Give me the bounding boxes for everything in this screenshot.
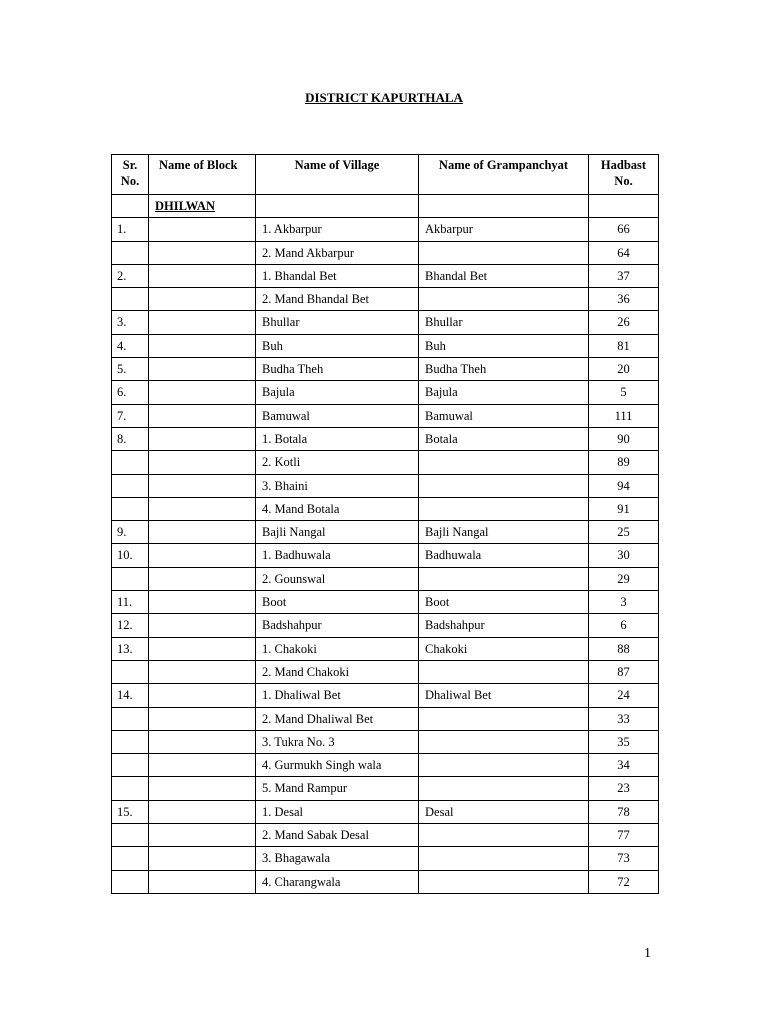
village-cell: 1. Dhaliwal Bet	[256, 684, 419, 707]
grampanchyat-cell	[419, 288, 589, 311]
table-row	[112, 591, 659, 614]
village-cell: 1. Desal	[256, 800, 419, 823]
sr-no-cell	[112, 497, 149, 520]
table-row	[112, 311, 659, 334]
block-cell	[149, 847, 256, 870]
table-row	[112, 730, 659, 753]
hadbast-cell: 35	[589, 730, 659, 753]
block-cell	[149, 521, 256, 544]
block-cell	[149, 567, 256, 590]
sr-no-cell: 2.	[112, 264, 149, 287]
header-block: Name of Block	[149, 155, 256, 195]
hadbast-cell: 23	[589, 777, 659, 800]
hadbast-cell: 5	[589, 381, 659, 404]
village-cell: 4. Charangwala	[256, 870, 419, 893]
village-cell: 2. Mand Akbarpur	[256, 241, 419, 264]
table-row	[112, 264, 659, 287]
block-cell	[149, 218, 256, 241]
block-cell	[149, 358, 256, 381]
block-cell	[149, 264, 256, 287]
village-cell: 3. Bhagawala	[256, 847, 419, 870]
sr-no-cell	[112, 777, 149, 800]
grampanchyat-cell: Akbarpur	[419, 218, 589, 241]
grampanchyat-cell	[419, 847, 589, 870]
block-cell	[149, 591, 256, 614]
sr-no-cell	[112, 567, 149, 590]
block-cell	[149, 334, 256, 357]
sr-no-cell	[112, 754, 149, 777]
table-row	[112, 544, 659, 567]
village-cell: 3. Tukra No. 3	[256, 730, 419, 753]
table-row	[112, 684, 659, 707]
table-row	[112, 870, 659, 893]
table-row	[112, 241, 659, 264]
village-cell: 1. Akbarpur	[256, 218, 419, 241]
sr-no-cell	[112, 474, 149, 497]
table-header-row	[112, 155, 659, 195]
block-cell	[149, 614, 256, 637]
village-cell: 2. Kotli	[256, 451, 419, 474]
grampanchyat-cell	[419, 754, 589, 777]
block-cell	[149, 241, 256, 264]
header-grampanchyat: Name of Grampanchyat	[419, 155, 589, 195]
sr-no-cell: 8.	[112, 427, 149, 450]
block-cell	[149, 311, 256, 334]
village-cell: 1. Chakoki	[256, 637, 419, 660]
grampanchyat-cell: Chakoki	[419, 637, 589, 660]
village-cell: 2. Gounswal	[256, 567, 419, 590]
table-row	[112, 404, 659, 427]
grampanchyat-cell	[419, 497, 589, 520]
block-cell	[149, 544, 256, 567]
block-name: DHILWAN	[155, 199, 215, 213]
sr-no-cell: 12.	[112, 614, 149, 637]
block-cell	[149, 451, 256, 474]
table-row	[112, 334, 659, 357]
block-cell	[149, 870, 256, 893]
grampanchyat-cell: Bajula	[419, 381, 589, 404]
table-row	[112, 637, 659, 660]
hadbast-cell: 89	[589, 451, 659, 474]
table-row	[112, 567, 659, 590]
table-row	[112, 288, 659, 311]
grampanchyat-cell	[419, 567, 589, 590]
hadbast-cell: 24	[589, 684, 659, 707]
block-cell	[149, 404, 256, 427]
grampanchyat-cell	[419, 730, 589, 753]
hadbast-cell: 20	[589, 358, 659, 381]
grampanchyat-cell	[419, 824, 589, 847]
block-cell	[149, 754, 256, 777]
hadbast-cell: 91	[589, 497, 659, 520]
block-cell	[149, 800, 256, 823]
sr-no-cell	[112, 288, 149, 311]
hadbast-cell: 72	[589, 870, 659, 893]
table-row	[112, 824, 659, 847]
header-hadbast: Hadbast No.	[589, 155, 659, 195]
grampanchyat-cell: Bajli Nangal	[419, 521, 589, 544]
table-row	[112, 614, 659, 637]
block-cell	[149, 707, 256, 730]
table-row	[112, 218, 659, 241]
sr-no-cell: 13.	[112, 637, 149, 660]
village-cell: 1. Bhandal Bet	[256, 264, 419, 287]
hadbast-cell: 88	[589, 637, 659, 660]
block-cell	[149, 824, 256, 847]
grampanchyat-cell	[419, 707, 589, 730]
hadbast-cell: 66	[589, 218, 659, 241]
village-cell: Bhullar	[256, 311, 419, 334]
block-cell	[149, 637, 256, 660]
village-cell: 1. Badhuwala	[256, 544, 419, 567]
village-cell: 2. Mand Sabak Desal	[256, 824, 419, 847]
table-row	[112, 427, 659, 450]
table-row	[112, 777, 659, 800]
sr-no-cell: 1.	[112, 218, 149, 241]
village-cell: 4. Mand Botala	[256, 497, 419, 520]
hadbast-cell: 6	[589, 614, 659, 637]
grampanchyat-cell: Botala	[419, 427, 589, 450]
village-cell: 5. Mand Rampur	[256, 777, 419, 800]
sr-no-cell: 10.	[112, 544, 149, 567]
table-row	[112, 707, 659, 730]
grampanchyat-cell: Budha Theh	[419, 358, 589, 381]
village-cell: Budha Theh	[256, 358, 419, 381]
block-row-hadbast-cell	[589, 195, 659, 218]
grampanchyat-cell	[419, 870, 589, 893]
hadbast-cell: 33	[589, 707, 659, 730]
block-cell	[149, 660, 256, 683]
hadbast-cell: 78	[589, 800, 659, 823]
block-row-sr-cell	[112, 195, 149, 218]
sr-no-cell: 3.	[112, 311, 149, 334]
grampanchyat-cell: Badhuwala	[419, 544, 589, 567]
block-row-grampanchyat-cell	[419, 195, 589, 218]
table-row	[112, 521, 659, 544]
village-cell: Badshahpur	[256, 614, 419, 637]
village-cell: 1. Botala	[256, 427, 419, 450]
hadbast-cell: 111	[589, 404, 659, 427]
village-cell: 4. Gurmukh Singh wala	[256, 754, 419, 777]
sr-no-cell	[112, 707, 149, 730]
header-village: Name of Village	[256, 155, 419, 195]
grampanchyat-cell: Boot	[419, 591, 589, 614]
sr-no-cell: 15.	[112, 800, 149, 823]
hadbast-cell: 90	[589, 427, 659, 450]
village-cell: 2. Mand Chakoki	[256, 660, 419, 683]
table-row	[112, 358, 659, 381]
grampanchyat-cell: Buh	[419, 334, 589, 357]
grampanchyat-cell: Badshahpur	[419, 614, 589, 637]
hadbast-cell: 64	[589, 241, 659, 264]
hadbast-cell: 25	[589, 521, 659, 544]
hadbast-cell: 30	[589, 544, 659, 567]
village-cell: 2. Mand Bhandal Bet	[256, 288, 419, 311]
village-cell: Buh	[256, 334, 419, 357]
grampanchyat-cell: Bhandal Bet	[419, 264, 589, 287]
sr-no-cell	[112, 660, 149, 683]
sr-no-cell: 4.	[112, 334, 149, 357]
block-cell	[149, 730, 256, 753]
page-number: 1	[644, 946, 651, 961]
block-row-name-cell	[149, 195, 256, 218]
sr-no-cell	[112, 451, 149, 474]
sr-no-cell: 9.	[112, 521, 149, 544]
sr-no-cell: 5.	[112, 358, 149, 381]
village-cell: Bajula	[256, 381, 419, 404]
table-row	[112, 660, 659, 683]
sr-no-cell: 6.	[112, 381, 149, 404]
village-cell: Bajli Nangal	[256, 521, 419, 544]
grampanchyat-cell: Bamuwal	[419, 404, 589, 427]
hadbast-cell: 81	[589, 334, 659, 357]
hadbast-cell: 29	[589, 567, 659, 590]
grampanchyat-cell: Dhaliwal Bet	[419, 684, 589, 707]
village-cell: 2. Mand Dhaliwal Bet	[256, 707, 419, 730]
table-row	[112, 381, 659, 404]
grampanchyat-cell	[419, 660, 589, 683]
document-title: DISTRICT KAPURTHALA	[305, 90, 463, 105]
block-row-village-cell	[256, 195, 419, 218]
hadbast-cell: 37	[589, 264, 659, 287]
village-cell: Boot	[256, 591, 419, 614]
sr-no-cell: 14.	[112, 684, 149, 707]
block-cell	[149, 497, 256, 520]
table-row	[112, 754, 659, 777]
header-sr-no: Sr. No.	[112, 155, 149, 195]
block-cell	[149, 777, 256, 800]
hadbast-cell: 77	[589, 824, 659, 847]
hadbast-cell: 34	[589, 754, 659, 777]
block-cell	[149, 288, 256, 311]
block-cell	[149, 474, 256, 497]
sr-no-cell	[112, 241, 149, 264]
hadbast-cell: 87	[589, 660, 659, 683]
table-row	[112, 800, 659, 823]
sr-no-cell: 11.	[112, 591, 149, 614]
table-row	[112, 497, 659, 520]
grampanchyat-cell: Bhullar	[419, 311, 589, 334]
sr-no-cell	[112, 730, 149, 753]
block-cell	[149, 684, 256, 707]
grampanchyat-cell: Desal	[419, 800, 589, 823]
block-cell	[149, 427, 256, 450]
sr-no-cell: 7.	[112, 404, 149, 427]
sr-no-cell	[112, 824, 149, 847]
sr-no-cell	[112, 847, 149, 870]
table-row	[112, 451, 659, 474]
block-cell	[149, 381, 256, 404]
grampanchyat-cell	[419, 474, 589, 497]
hadbast-cell: 94	[589, 474, 659, 497]
hadbast-cell: 36	[589, 288, 659, 311]
village-table	[111, 154, 659, 894]
table-row	[112, 474, 659, 497]
sr-no-cell	[112, 870, 149, 893]
hadbast-cell: 3	[589, 591, 659, 614]
hadbast-cell: 73	[589, 847, 659, 870]
grampanchyat-cell	[419, 241, 589, 264]
table-row	[112, 847, 659, 870]
village-cell: Bamuwal	[256, 404, 419, 427]
village-cell: 3. Bhaini	[256, 474, 419, 497]
hadbast-cell: 26	[589, 311, 659, 334]
block-row	[112, 195, 659, 218]
grampanchyat-cell	[419, 777, 589, 800]
grampanchyat-cell	[419, 451, 589, 474]
